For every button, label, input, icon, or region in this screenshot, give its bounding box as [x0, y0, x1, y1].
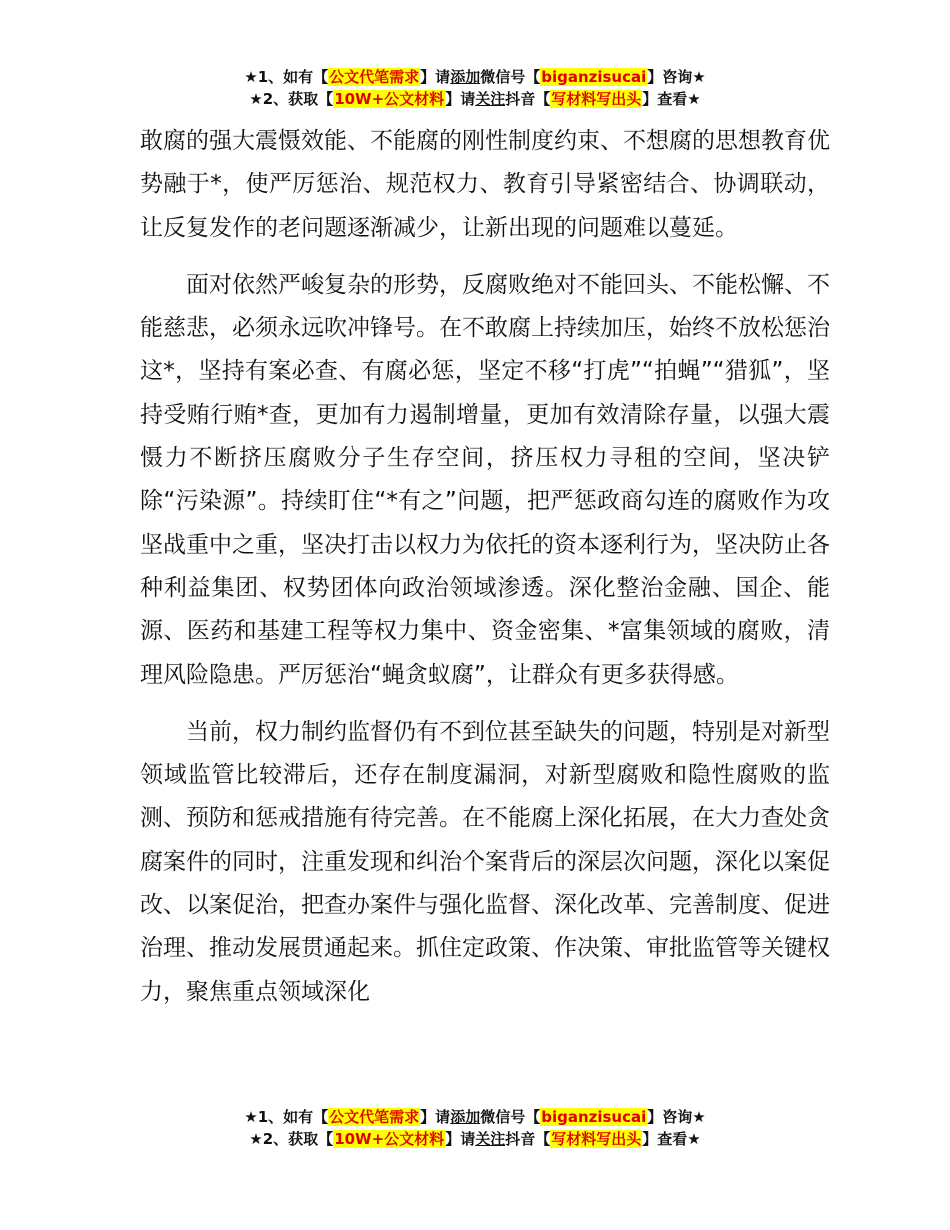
banner-line-1 [0, 66, 950, 88]
banner-text: 】查看★ [642, 90, 701, 108]
paragraph: 当前，权力制约监督仍有不到位甚至缺失的问题，特别是对新型领域监管比较滞后，还存在制度漏洞，对新型腐败和隐性腐败的监测、预防和惩戒措施有待完善。在不能腐上深化拓展，在大力查处贪腐案件的同时，注重发现和纠治个案背后的深层次问题，深化以案促改、以案促治，把查办案件与强化监督、深化改革、完善制度、促进治理、推动发展贯通起来。抓住定政策、作决策、审批监管等关键权力，聚焦重点领域深化 [140, 718, 830, 1005]
banner-text: 】咨询★ [647, 1108, 706, 1126]
highlight-service: 公文代笔需求 [329, 1108, 420, 1126]
highlight-douyin-account: 写材料写出头 [551, 1130, 642, 1148]
banner-underlined-text: 添加 [450, 1108, 481, 1126]
paragraph-continuation: 敢腐的强大震慑效能、不能腐的刚性制度约束、不想腐的思想教育优势融于*，使严厉惩治、规范权力、教育引导紧密结合、协调联动，让反复发作的老问题逐渐减少，让新出现的问题难以蔓延。 [140, 128, 830, 241]
highlight-materials: 10W+公文材料 [334, 90, 445, 108]
banner-text: 微信号【 [480, 68, 541, 86]
highlight-wechat-id: biganzisucai [541, 68, 647, 86]
paragraph: 面对依然严峻复杂的形势，反腐败绝对不能回头、不能松懈、不能慈悲，必须永远吹冲锋号。在不敢腐上持续加压，始终不放松惩治这*，坚持有案必查、有腐必惩，坚定不移“打虎”“拍蝇”“猎狐”，坚持受贿行贿*查，更加有力遏制增量，更加有效清除存量，以强大震慑力不断挤压腐败分子生存空间，挤压权力寻租的空间，坚决铲除“污染源”。持续盯住“*有之”问题，把严惩政商勾连的腐败作为攻坚战重中之重，坚决打击以权力为依托的资本逐利行为，坚决防止各种利益集团、权势团体向政治领域渗透。深化整治金融、国企、能源、医药和基建工程等权力集中、资金密集、*富集领域的腐败，清理风险隐患。严厉惩治“蝇贪蚁腐”，让群众有更多获得感。 [140, 271, 830, 688]
banner-underlined-text: 关注 [475, 1130, 506, 1148]
banner-text: 抖音【 [505, 90, 551, 108]
banner-text: 】请 [420, 68, 451, 86]
banner-text: 】查看★ [642, 1130, 701, 1148]
banner-text: 抖音【 [505, 1130, 551, 1148]
banner-text: ★1、如有【 [244, 1108, 329, 1126]
banner-text: 】请 [420, 1108, 451, 1126]
banner-text: 】咨询★ [647, 68, 706, 86]
banner-line-2 [0, 1128, 950, 1150]
banner-line-1 [0, 1106, 950, 1128]
banner-text: 微信号【 [480, 1108, 541, 1126]
banner-text: 】请 [445, 1130, 476, 1148]
banner-text: ★1、如有【 [244, 68, 329, 86]
header-banner [0, 66, 950, 110]
highlight-wechat-id: biganzisucai [541, 1108, 647, 1126]
banner-line-2 [0, 88, 950, 110]
banner-underlined-text: 添加 [450, 68, 481, 86]
banner-text: ★2、获取【 [249, 90, 334, 108]
footer-banner [0, 1106, 950, 1150]
document-body [140, 120, 830, 1014]
highlight-douyin-account: 写材料写出头 [551, 90, 642, 108]
highlight-service: 公文代笔需求 [329, 68, 420, 86]
banner-text: ★2、获取【 [249, 1130, 334, 1148]
banner-underlined-text: 关注 [475, 90, 506, 108]
banner-text: 】请 [445, 90, 476, 108]
highlight-materials: 10W+公文材料 [334, 1130, 445, 1148]
